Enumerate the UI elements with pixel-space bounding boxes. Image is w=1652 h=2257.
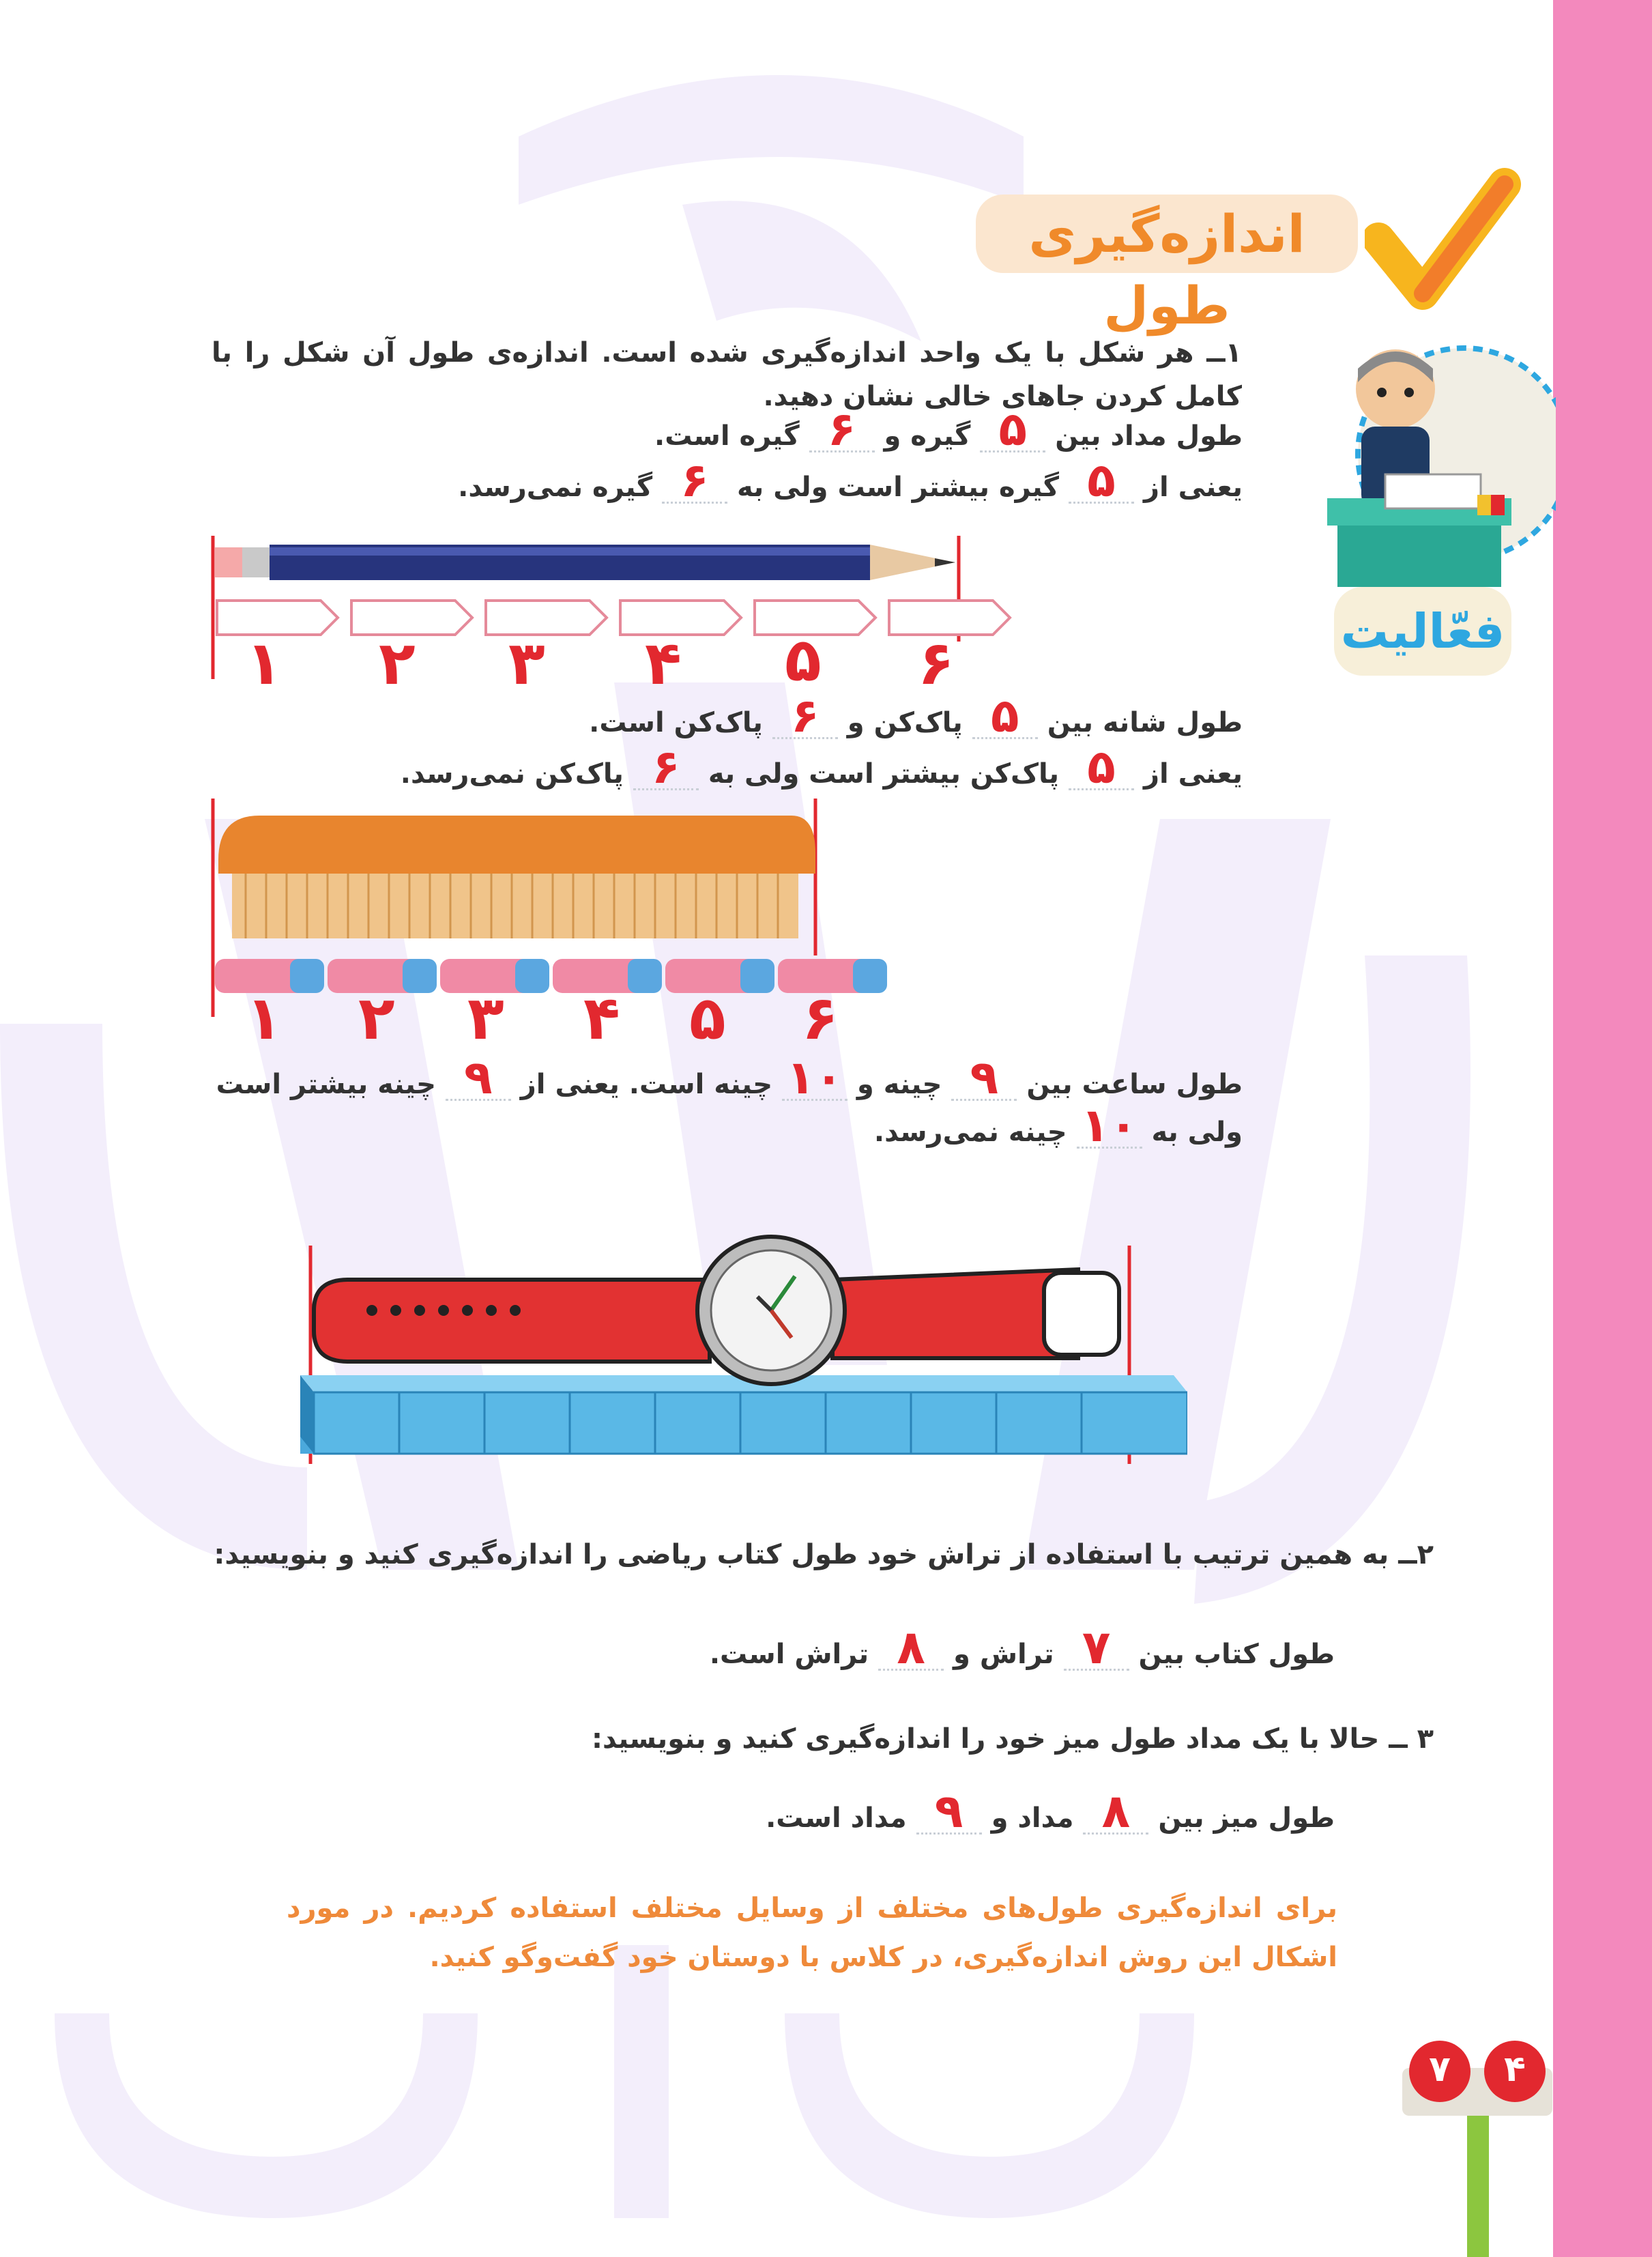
q2-instructions: ۲ــ به همین ترتیب با استفاده از تراش خود طول کتاب ریاضی را اندازه‌گیری کنید و بنویسید: <box>214 1539 1434 1570</box>
unit-number: ۱ <box>246 628 282 698</box>
answer-blank[interactable]: ۶ <box>662 461 727 504</box>
unit-number: ۵ <box>785 624 822 695</box>
q1-instructions: ۱ــ هر شکل با یک واحد اندازه‌گیری شده است. اندازه‌ی طول آن شکل را با کامل کردن جاهای خالی نشان دهید. <box>212 337 1242 412</box>
answer-blank[interactable]: ۹ <box>916 1792 982 1835</box>
watch-on-blocks-illustration <box>287 1222 1187 1474</box>
answer-blank[interactable]: ۵ <box>972 696 1038 739</box>
answer-blank[interactable]: ۶ <box>633 747 699 790</box>
answer-blank[interactable]: ۱۰ <box>782 1058 847 1101</box>
pencil-with-paper-clips-illustration <box>205 532 1037 682</box>
q3-instructions: ۳ ــ حالا با یک مداد طول میز خود را اندازه‌گیری کنید و بنویسید: <box>592 1723 1434 1755</box>
answer-blank[interactable]: ۶ <box>809 409 875 452</box>
unit-number: ۳ <box>508 628 545 698</box>
page-side-band <box>1553 0 1652 2257</box>
discussion-note: برای اندازه‌گیری طول‌های مختلف از وسایل مختلف استفاده کردیم. در مورد اشکال این روش اندازه‌گیری، در کلاس با دوستان خود گفت‌وگو کنید. <box>287 1893 1337 1973</box>
unit-number: ۶ <box>918 628 955 698</box>
activity-label: فعّالیت <box>1340 603 1505 659</box>
checkmark-icon <box>1365 164 1522 321</box>
unit-number: ۴ <box>645 628 682 698</box>
answer-blank[interactable]: ۵ <box>1069 461 1134 504</box>
comb-with-erasers-illustration <box>205 799 901 1017</box>
answer-blank[interactable]: ۵ <box>1069 747 1134 790</box>
watch-line-2: ولی به ۱۰ چینه نمی‌رسد. <box>873 1099 1243 1153</box>
q3-answer-line: طول میز بین ۸ مداد و ۹ مداد است. <box>766 1785 1335 1839</box>
unit-number: ۳ <box>467 983 504 1053</box>
watch-line-1: طول ساعت بین ۹ چینه و ۱۰ چینه است. یعنی از ۹ چینه بیشتر است <box>216 1051 1243 1105</box>
decorative-stem <box>1467 2116 1489 2257</box>
answer-blank[interactable]: ۶ <box>772 696 838 739</box>
comb-line-2: یعنی از ۵ پاک‌کن بیشتر است ولی به ۶ پاک‌کن نمی‌رسد. <box>400 741 1243 794</box>
answer-blank[interactable]: ۸ <box>1083 1792 1148 1835</box>
page-number-digit: ۷ <box>1429 2049 1451 2090</box>
answer-blank[interactable]: ۷ <box>1064 1628 1129 1671</box>
q2-answer-line: طول کتاب بین ۷ تراش و ۸ تراش است. <box>709 1621 1335 1675</box>
answer-blank[interactable]: ۸ <box>878 1628 944 1671</box>
pencil-line-1: طول مداد بین ۵ گیره و ۶ گیره است. <box>654 403 1243 457</box>
pencil-line-2: یعنی از ۵ گیره بیشتر است ولی به ۶ گیره نمی‌رسد. <box>458 454 1243 508</box>
comb-line-1: طول شانه بین ۵ پاک‌کن و ۶ پاک‌کن است. <box>589 689 1243 743</box>
page-title: اندازه‌گیری طول <box>1028 203 1305 336</box>
unit-number: ۲ <box>358 983 395 1053</box>
answer-blank[interactable]: ۹ <box>446 1058 511 1101</box>
answer-blank[interactable]: ۱۰ <box>1077 1106 1142 1149</box>
unit-number: ۵ <box>689 983 726 1053</box>
answer-blank[interactable]: ۹ <box>951 1058 1017 1101</box>
unit-number: ۴ <box>583 983 620 1053</box>
page-number-digit: ۴ <box>1504 2049 1526 2090</box>
unit-number: ۲ <box>379 628 416 698</box>
answer-blank[interactable]: ۵ <box>980 409 1045 452</box>
unit-number: ۶ <box>802 983 839 1053</box>
student-at-desk-illustration <box>1310 328 1556 601</box>
unit-number: ۱ <box>246 983 282 1053</box>
